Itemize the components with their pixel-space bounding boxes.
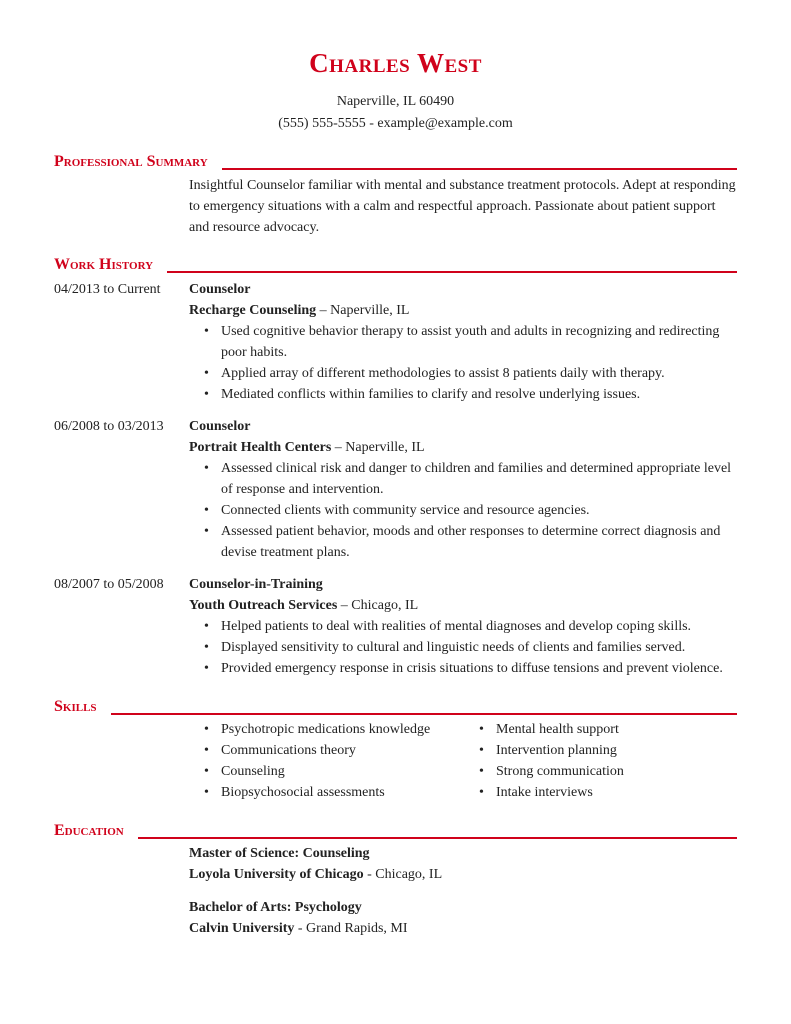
list-item: • Helped patients to deal with realities of mental diagnoses and develop coping skills. (221, 616, 739, 637)
school-line (189, 864, 442, 885)
list-item: • Provided emergency response in crisis situations to diffuse tensions and prevent violence. (221, 658, 739, 679)
company: Youth Outreach Services (189, 598, 338, 613)
contact-info: (555) 555-5555 - example@example.com (278, 116, 513, 131)
candidate-name: Charles West (309, 48, 482, 78)
job-title: Counselor (189, 419, 251, 434)
section-header-skills (54, 693, 737, 715)
education-entry (189, 843, 442, 885)
section-title: Work History (54, 256, 154, 273)
job-entry (189, 416, 739, 563)
school-line (189, 918, 408, 939)
job-company-line (189, 300, 739, 321)
section-divider (222, 168, 737, 170)
job-bullets (189, 321, 739, 405)
list-item: • Assessed clinical risk and danger to children and families and determined appropriate level of response and intervention. (221, 458, 739, 500)
school-location: - Grand Rapids, MI (294, 921, 408, 936)
job-dates: 04/2013 to Current (54, 282, 161, 297)
job-location: – Chicago, IL (337, 598, 419, 613)
skill-item: • Mental health support (496, 719, 739, 740)
education-entry (189, 897, 408, 939)
section-title: Professional Summary (54, 153, 208, 170)
section-header-summary (54, 148, 737, 170)
section-title: Skills (54, 698, 97, 715)
list-item: • Mediated conflicts within families to clarify and resolve underlying issues. (221, 384, 739, 405)
skill-item: • Intake interviews (496, 782, 739, 803)
job-title: Counselor (189, 282, 251, 297)
skill-item: • Psychotropic medications knowledge (221, 719, 464, 740)
section-divider (111, 713, 737, 715)
list-item: • Used cognitive behavior therapy to assist youth and adults in recognizing and redirecting poor habits. (221, 321, 739, 363)
section-title: Education (54, 822, 124, 839)
list-item: • Displayed sensitivity to cultural and linguistic needs of clients and families served. (221, 637, 739, 658)
degree: Master of Science: Counseling (189, 846, 370, 861)
job-dates: 06/2008 to 03/2013 (54, 419, 164, 434)
job-dates: 08/2007 to 05/2008 (54, 577, 164, 592)
job-company-line (189, 437, 739, 458)
job-location: – Naperville, IL (316, 303, 410, 318)
job-title: Counselor-in-Training (189, 577, 323, 592)
skills-column-right (464, 719, 739, 803)
skill-item: • Communications theory (221, 740, 464, 761)
skills-list (189, 719, 739, 803)
job-bullets (189, 616, 739, 679)
list-item: • Applied array of different methodologies to assist 8 patients daily with therapy. (221, 363, 739, 384)
job-entry (189, 574, 739, 679)
skills-column-left (189, 719, 464, 803)
job-location: – Naperville, IL (331, 440, 425, 455)
job-entry (189, 279, 739, 405)
school: Loyola University of Chicago (189, 867, 364, 882)
section-header-work (54, 251, 737, 273)
list-item: • Connected clients with community service and resource agencies. (221, 500, 739, 521)
section-divider (138, 837, 737, 839)
school-location: - Chicago, IL (363, 867, 443, 882)
job-company-line (189, 595, 739, 616)
skill-item: • Counseling (221, 761, 464, 782)
company: Recharge Counseling (189, 303, 317, 318)
school: Calvin University (189, 921, 295, 936)
address: Naperville, IL 60490 (336, 94, 455, 109)
skill-item: • Biopsychosocial assessments (221, 782, 464, 803)
job-bullets (189, 458, 739, 563)
degree: Bachelor of Arts: Psychology (189, 900, 362, 915)
list-item: • Assessed patient behavior, moods and other responses to determine correct diagnosis and devise treatment plans. (221, 521, 739, 563)
skill-item: • Strong communication (496, 761, 739, 782)
skill-item: • Intervention planning (496, 740, 739, 761)
section-divider (167, 271, 737, 273)
company: Portrait Health Centers (189, 440, 332, 455)
summary-text: Insightful Counselor familiar with mental and substance treatment protocols. Adept at responding to emergency situations with a calm and respectful approach. Passionate about patient support and resource advocacy. (189, 178, 736, 235)
section-header-education (54, 817, 737, 839)
